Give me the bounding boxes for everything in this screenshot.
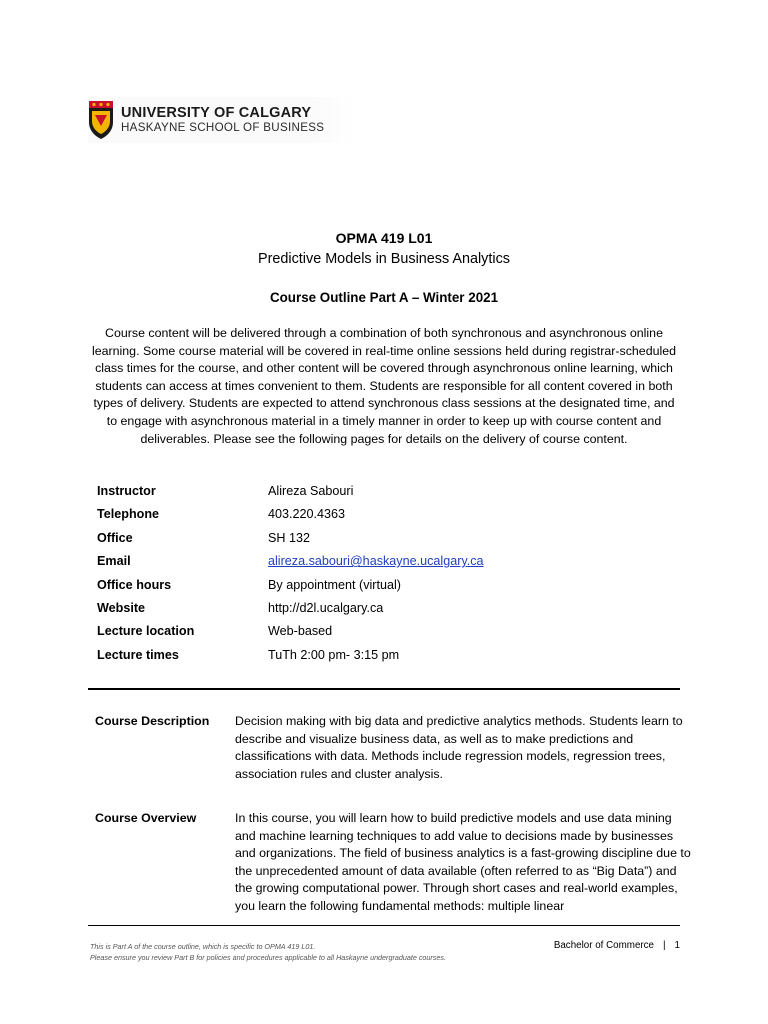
footer-divider <box>88 925 680 926</box>
section-label: Course Overview <box>95 811 197 825</box>
university-logo <box>88 97 358 143</box>
section-text: Decision making with big data and predictive analytics methods. Students learn to describe and visualize business data, as well as to make predictions and classifications with data. Methods include regression models, regression trees, association rules and cluster analysis. <box>235 714 683 781</box>
info-value: SH 132 <box>268 530 311 545</box>
outline-title: Course Outline Part A – Winter 2021 <box>269 290 499 305</box>
info-label: Email <box>97 554 131 569</box>
info-value: By appointment (virtual) <box>268 577 401 592</box>
course-description-section <box>95 713 691 788</box>
footer-page-info <box>554 940 680 951</box>
info-label: Lecture times <box>97 647 179 662</box>
footer-note <box>90 941 446 963</box>
footer-separator: | <box>663 940 666 951</box>
info-label: Lecture location <box>97 624 195 639</box>
email-link[interactable]: alireza.sabouri@haskayne.ucalgary.ca <box>268 554 484 569</box>
section-label: Course Description <box>95 714 210 728</box>
info-value: http://d2l.ucalgary.ca <box>268 600 384 615</box>
section-divider <box>88 688 680 690</box>
info-value: Alireza Sabouri <box>268 484 354 498</box>
school-name: HASKAYNE SCHOOL OF BUSINESS <box>121 121 325 135</box>
university-name: UNIVERSITY OF CALGARY <box>121 104 312 121</box>
program-name: Bachelor of Commerce <box>553 940 654 951</box>
crest-icon <box>88 100 114 140</box>
course-overview-section <box>95 810 691 920</box>
page-number: 1 <box>674 940 680 951</box>
info-value: TuTh 2:00 pm- 3:15 pm <box>268 647 400 662</box>
info-label: Telephone <box>97 507 160 522</box>
footer-note-line: Please ensure you review Part B for policies and procedures applicable to all Haskayne undergraduate courses. <box>90 953 446 962</box>
info-label: Office <box>97 530 133 545</box>
info-value: 403.220.4363 <box>268 507 346 522</box>
info-label: Instructor <box>97 484 156 498</box>
course-code: OPMA 419 L01 <box>335 230 433 246</box>
footer-note-line: This is Part A of the course outline, which is specific to OPMA 419 L01. <box>90 942 316 951</box>
info-value: Web-based <box>268 624 333 639</box>
info-label: Office hours <box>97 577 172 592</box>
course-title: Predictive Models in Business Analytics <box>258 251 510 267</box>
info-label: Website <box>97 600 146 615</box>
delivery-paragraph: Course content will be delivered through a combination of both synchronous and asynchronous online learning. Some course material will be covered in real-time online sessions held during registrar-scheduled class times for the course, and other content will be covered through asynchronous online learning, which students can access at times convenient to them. Students are responsible for all content covered in both types of delivery. Students are expected to attend synchronous class sessions at the designated time, and to engage with asynchronous material in a timely manner in order to keep up with course content and deliverables. Please see the following pages for details on the delivery of course content. <box>91 326 677 446</box>
logo-wordmark <box>121 106 324 134</box>
section-text: In this course, you will learn how to build predictive models and use data mining and machine learning techniques to add value to decisions made by businesses and organizations. The field of business analytics is a fast-growing discipline due to the unprecedented amount of data available (often referred to as “Big Data”) and the growing computational power. Through short cases and real-world examples, you learn the following fundamental methods: multiple linear <box>235 811 691 913</box>
